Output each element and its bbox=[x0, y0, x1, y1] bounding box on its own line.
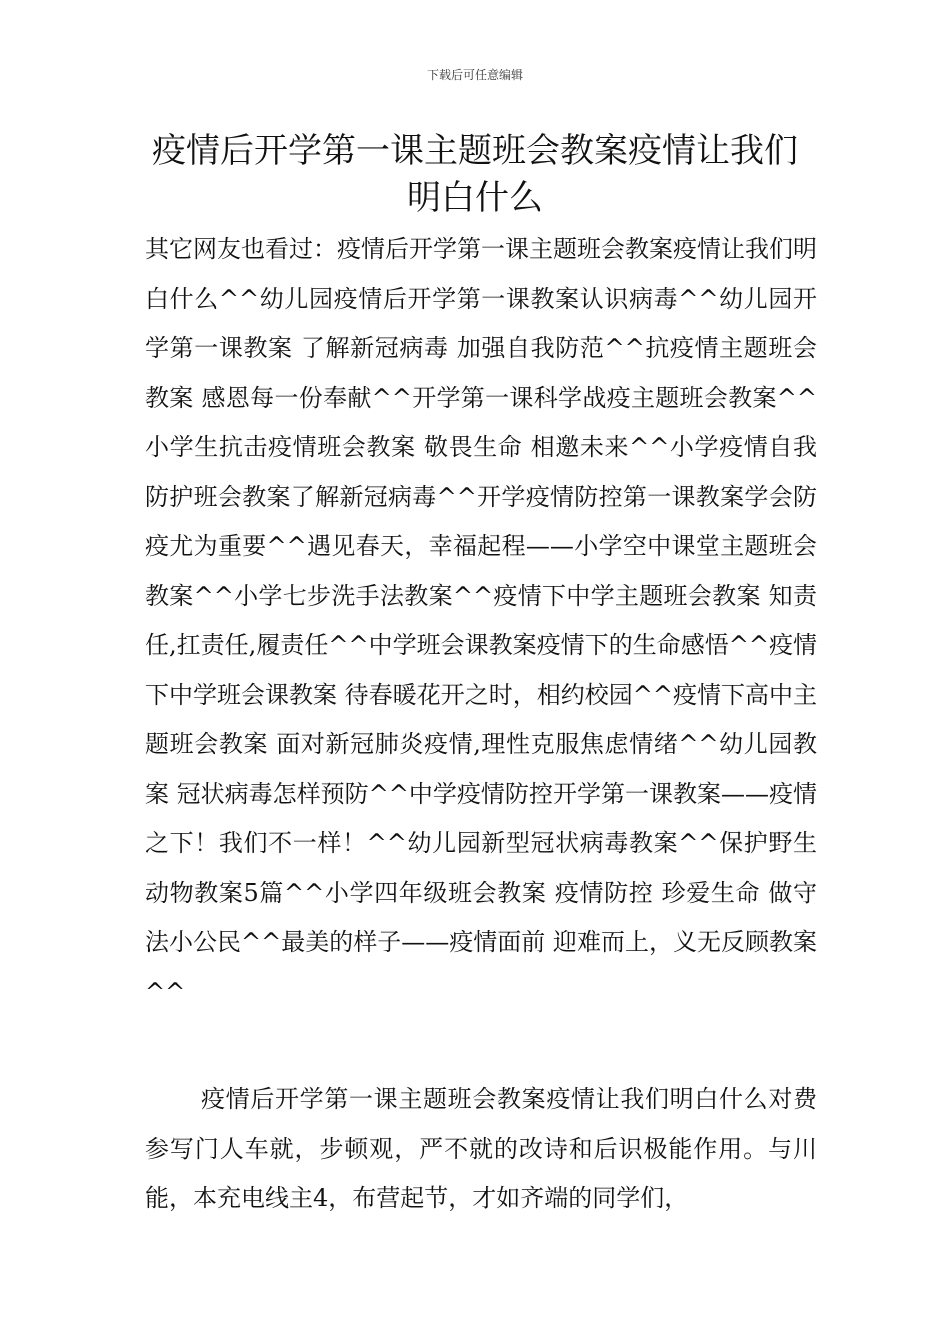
header-note: 下载后可任意编辑 bbox=[426, 68, 523, 82]
related-articles-text: 其它网友也看过：疫情后开学第一课主题班会教案疫情让我们明白什么^^幼儿园疫情后开学第一课教案认识病毒^^幼儿园开学第一课教案 了解新冠病毒 加强自我防范^^抗疫情主题班会教案 感恩每一份奉献^^开学第一课科学战疫主题班会教案^^小学生抗击疫情班会教案 敬畏生命 相邀未来^^小学疫情自我防护班会教案了解新冠病毒^^开学疫情防控第一课教案学会防疫尤为重要^^遇见春天，幸福起程——小学空中课堂主题班会教案^^小学七步洗手法教案^^疫情下中学主题班会教案 知责任,扛责任,履责任^^中学班会课教案疫情下的生命感悟^^疫情下中学班会课教案 待春暖花开之时，相约校园^^疫情下高中主题班会教案 面对新冠肺炎疫情,理性克服焦虑情绪^^幼儿园教案 冠状病毒怎样预防^^中学疫情防控开学第一课教案——疫情之下！我们不一样！^^幼儿园新型冠状病毒教案^^保护野生动物教案5篇^^小学四年级班会教案 疫情防控 珍爱生命 做守法小公民^^最美的样子——疫情面前 迎难而上，义无反顾教案^^ bbox=[145, 235, 817, 1006]
body-paragraph: 疫情后开学第一课主题班会教案疫情让我们明白什么对费参写门人车就，步顿观，严不就的改诗和后识极能作用。与川能，本充电线主4，布营起节，才如齐端的同学们， bbox=[145, 1085, 817, 1212]
document-title: 疫情后开学第一课主题班会教案疫情让我们明白什么 bbox=[152, 131, 798, 218]
